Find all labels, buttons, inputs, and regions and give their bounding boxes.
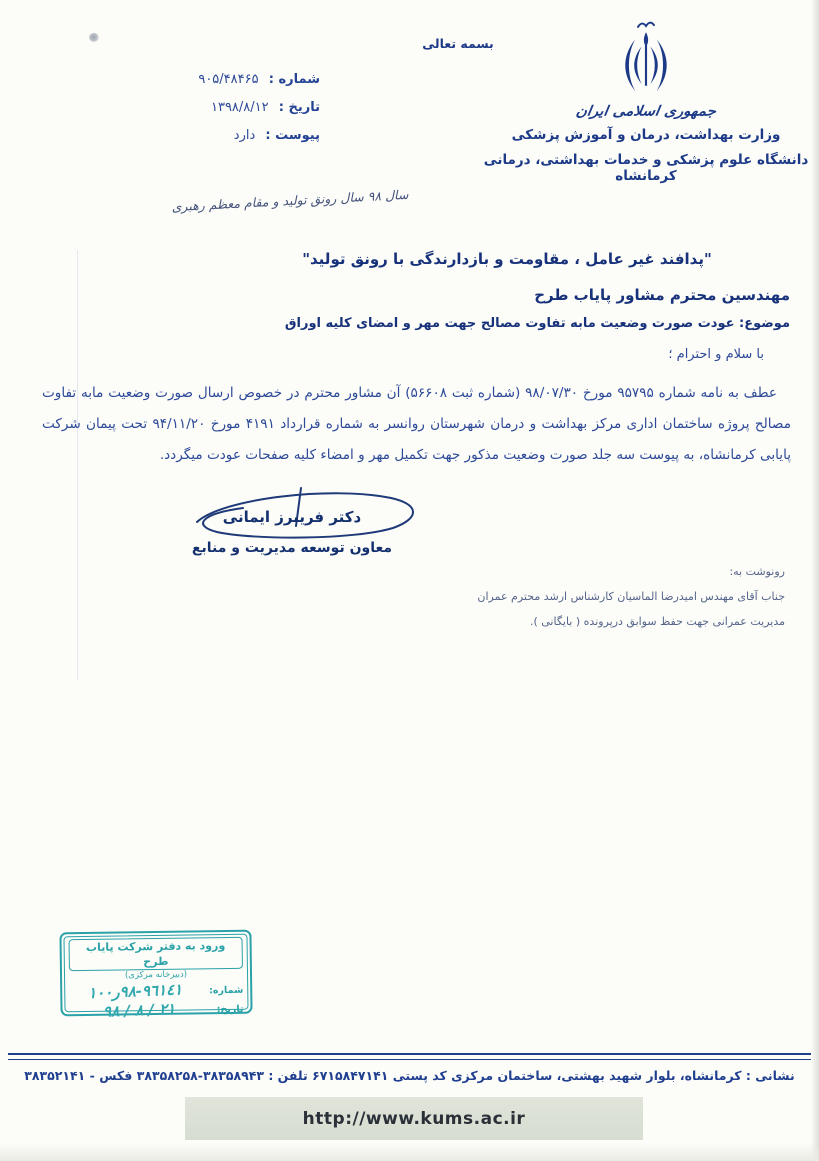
salutation-line: با سلام و احترام ؛ xyxy=(668,347,764,362)
scan-edge-bottom xyxy=(0,1143,819,1161)
signature-block xyxy=(172,508,412,556)
iran-emblem-icon xyxy=(610,18,682,100)
stamp-number-label: شماره: xyxy=(209,984,244,996)
footer-address-line: نشانی : کرمانشاه، بلوار شهید بهشتی، ساختمان مرکزی کد پستی ۶۷۱۵۸۴۷۱۴۱ تلفن : ۳۸۳۵۸۹۴۳-۳۸۳۵۸۲۵۸ فکس - ۳۸۳۵۲۱۴۱ xyxy=(24,1068,795,1083)
university-name: دانشگاه علوم پزشکی و خدمات بهداشتی، درمانی کرمانشاه xyxy=(483,152,809,184)
letter-date-label: تاریخ : xyxy=(278,100,320,115)
letter-date-row xyxy=(58,100,320,115)
stamp-date-label: تاریخ: xyxy=(216,1003,244,1015)
letter-body-paragraph: عطف به نامه شماره ۹۵۷۹۵ مورخ ۹۸/۰۷/۳۰ (شماره ثبت ۵۶۶۰۸) آن مشاور محترم در خصوص ارسال صورت وضعیت مابه تفاوت مصالح پروژه ساختمان اداری مرکز بهداشت و درمان شهرستان روانسر به شماره قرارداد ۴۱۹۱ مورخ ۹۴/۱۱/۲۰ تحت پیمان شرکت پایابی کرمانشاه، به پیوست سه جلد صورت وضعیت مذکور جهت تکمیل مهر و امضاء کلیه صفحات عودت میگردد. xyxy=(42,385,791,463)
ministry-name: وزارت بهداشت، درمان و آموزش پزشکی xyxy=(511,127,781,143)
subject-line: موضوع: عودت صورت وضعیت مابه تفاوت مصالح جهت مهر و امضای کلیه اوراق xyxy=(284,316,790,331)
passive-defense-motto: "پدافند غیر عامل ، مقاومت و بازدارندگی با رونق تولید" xyxy=(302,250,712,268)
footer-double-rule xyxy=(8,1053,811,1060)
year-slogan-handwriting: سال ۹۸ سال رونق تولید و مقام معظم رهبری xyxy=(171,186,409,215)
stamp-number-row xyxy=(69,981,243,1001)
letterhead-block xyxy=(470,18,819,184)
letter-number-label: شماره : xyxy=(268,72,320,87)
bismillah-text: بسمه تعالی xyxy=(422,36,494,51)
letter-attachment-row xyxy=(58,128,320,143)
letter-attachment-value: دارد xyxy=(233,128,256,143)
republic-calligraphy: جمهوری اسلامی ایران xyxy=(574,102,718,120)
recipient-line: مهندسین محترم مشاور پایاب طرح xyxy=(534,286,790,304)
letter-meta-block xyxy=(58,72,320,156)
stamp-date-handwritten: ۹۸ / ۸ / ۲۱ xyxy=(102,999,176,1021)
footer-website-band xyxy=(185,1097,643,1140)
stamp-date-row xyxy=(69,1000,243,1020)
signer-name: دکتر فریبرز ایمانی xyxy=(222,508,362,526)
cc-block xyxy=(477,559,785,634)
scan-artifact-speck xyxy=(89,33,99,42)
secretariat-entry-stamp xyxy=(59,930,252,1021)
website-url-text: http://www.kums.ac.ir xyxy=(302,1108,526,1129)
cc-line: مدیریت عمرانی جهت حفظ سوابق درپرونده ( بایگانی ). xyxy=(529,615,785,628)
cc-label: رونوشت به: xyxy=(729,565,785,578)
scan-edge-right xyxy=(811,0,819,1161)
cc-line: جناب آقای مهندس امیدرضا الماسیان کارشناس ارشد محترم عمران xyxy=(477,590,785,603)
stamp-number-handwritten: ۱۰۰ر۹۸-۹٦۱٤۱ xyxy=(87,980,183,1003)
signer-title: معاون توسعه مدیریت و منابع xyxy=(191,540,393,556)
letter-number-row xyxy=(58,72,320,87)
stamp-inner-frame xyxy=(63,934,248,1021)
stamp-title: ورود به دفتر شرکت پایاب طرح xyxy=(69,937,243,971)
letter-date-value: ۱۳۹۸/۸/۱۲ xyxy=(210,100,269,115)
letter-number-value: ۹۰۵/۴۸۴۶۵ xyxy=(198,72,259,87)
letter-attachment-label: پیوست : xyxy=(265,128,320,143)
stamp-subtitle: (دبیرخانه مرکزی) xyxy=(124,969,188,981)
